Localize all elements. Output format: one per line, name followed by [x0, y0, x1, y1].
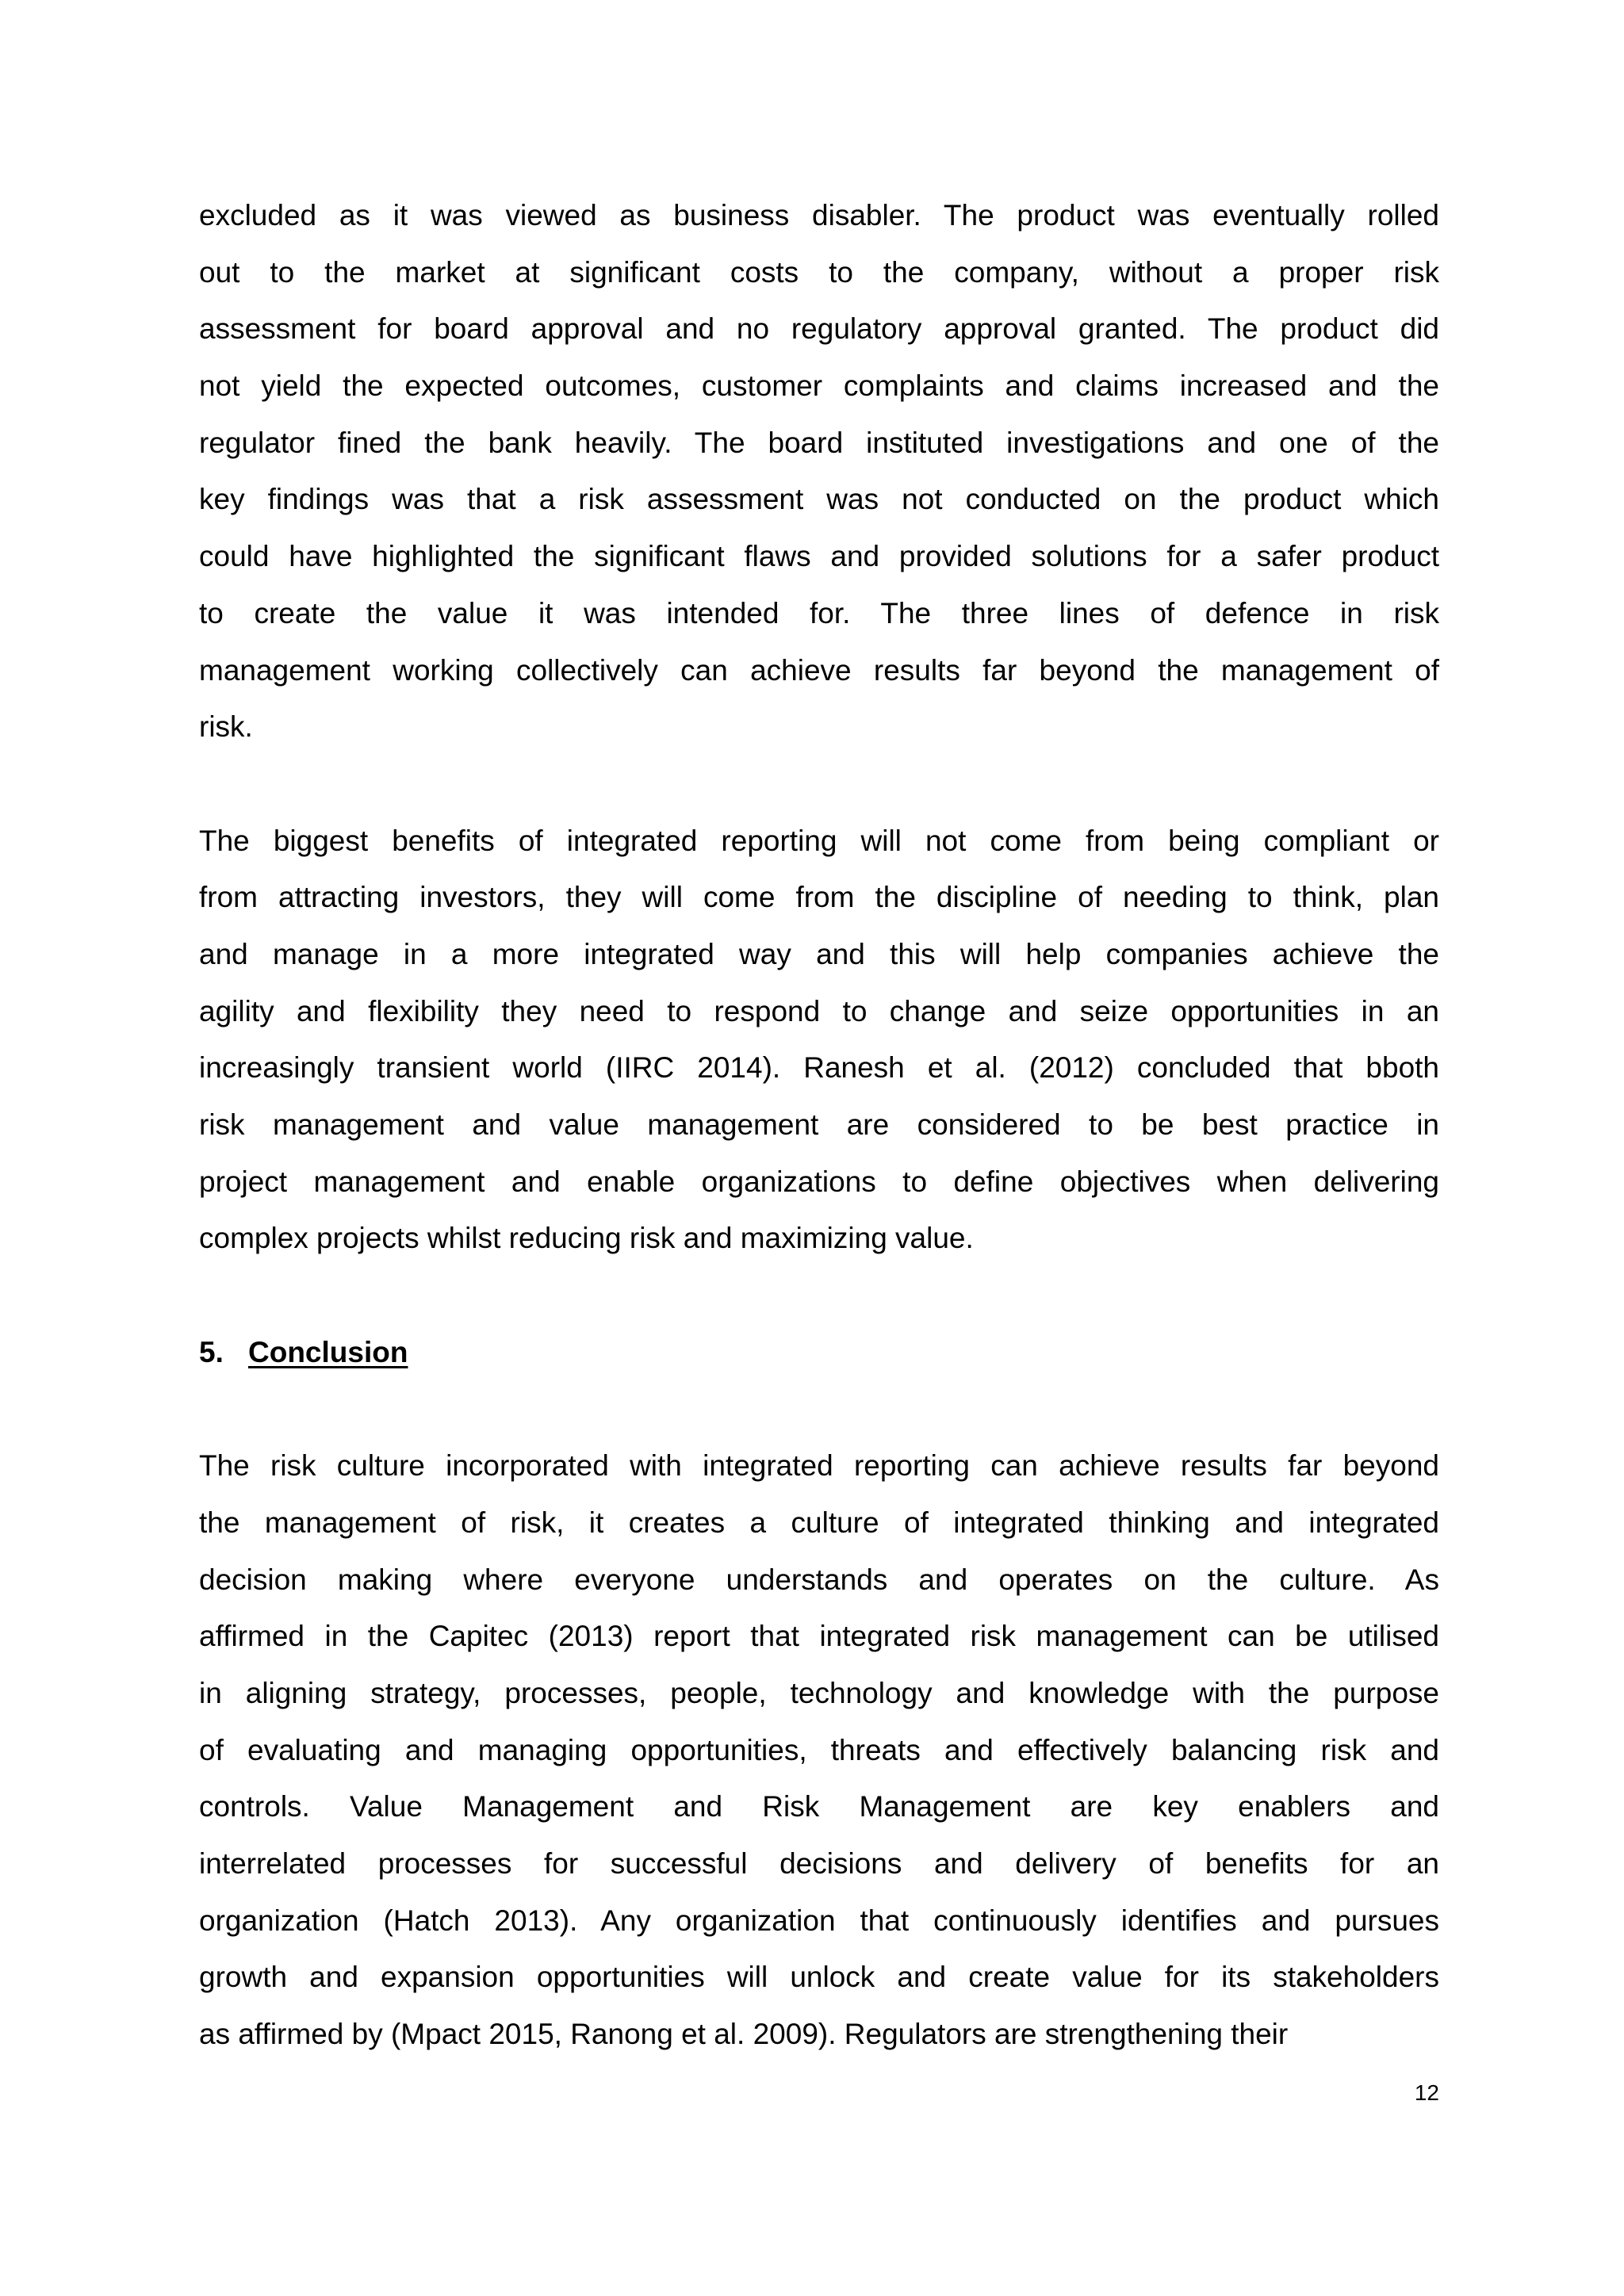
text-line: of evaluating and managing opportunities, threats and effectively balancing risk and — [199, 1733, 1439, 1766]
text-line: as affirmed by (Mpact 2015, Ranong et al. 2009). Regulators are strengthening their — [199, 2018, 1289, 2050]
text-line: risk management and value management are considered to be best practice in — [199, 1108, 1439, 1141]
text-line: increasingly transient world (IIRC 2014). Ranesh et al. (2012) concluded that bboth — [199, 1051, 1439, 1085]
paragraph-gap — [199, 1267, 1439, 1324]
paragraph-conclusion — [199, 1437, 1439, 2063]
text-line: excluded as it was viewed as business disabler. The product was eventually rolled — [199, 199, 1439, 232]
section-title: Conclusion — [248, 1335, 408, 1368]
text-line: agility and flexibility they need to respond to change and seize opportunities in an — [199, 994, 1439, 1027]
text-line: regulator fined the bank heavily. The board instituted investigations and one of the — [199, 426, 1439, 459]
page-number: 12 — [1414, 2080, 1439, 2105]
paragraph-risk-assessment — [199, 187, 1439, 756]
text-line: affirmed in the Capitec (2013) report that integrated risk management can be utilised — [199, 1620, 1439, 1653]
text-line: The risk culture incorporated with integrated reporting can achieve results far beyond — [199, 1449, 1439, 1483]
text-line: complex projects whilst reducing risk and maximizing value. — [199, 1222, 974, 1255]
text-line: could have highlighted the significant flaws and provided solutions for a safer product — [199, 540, 1439, 573]
text-line: to create the value it was intended for. The three lines of defence in risk — [199, 596, 1439, 629]
text-line: organization (Hatch 2013). Any organization that continuously identifies and pursues — [199, 1904, 1439, 1937]
section-heading — [199, 1324, 1439, 1381]
paragraph-gap — [199, 756, 1439, 813]
document-page — [199, 187, 1439, 2063]
text-line: in aligning strategy, processes, people, technology and knowledge with the purpose — [199, 1676, 1439, 1709]
text-line: The biggest benefits of integrated reporting will not come from being compliant or — [199, 824, 1439, 857]
section-number: 5. — [199, 1335, 224, 1368]
text-line: and manage in a more integrated way and this will help companies achieve the — [199, 937, 1439, 970]
text-line: growth and expansion opportunities will unlock and create value for its stakeholders — [199, 1961, 1439, 1994]
text-line: out to the market at significant costs to the company, without a proper risk — [199, 255, 1439, 289]
text-line: interrelated processes for successful decisions and delivery of benefits for an — [199, 1846, 1439, 1880]
text-line: management working collectively can achieve results far beyond the management of — [199, 653, 1439, 687]
text-line: decision making where everyone understands and operates on the culture. As — [199, 1563, 1439, 1596]
text-line: controls. Value Management and Risk Management are key enablers and — [199, 1790, 1439, 1823]
paragraph-integrated-reporting — [199, 813, 1439, 1268]
text-line: project management and enable organizations to define objectives when delivering — [199, 1165, 1439, 1198]
text-line: the management of risk, it creates a culture of integrated thinking and integrated — [199, 1506, 1439, 1539]
text-line: risk. — [199, 710, 253, 744]
text-line: key findings was that a risk assessment was not conducted on the product which — [199, 483, 1439, 516]
text-line: assessment for board approval and no regulatory approval granted. The product did — [199, 312, 1439, 346]
paragraph-gap — [199, 1380, 1439, 1437]
text-line: not yield the expected outcomes, customer complaints and claims increased and the — [199, 369, 1439, 403]
text-line: from attracting investors, they will come from the discipline of needing to think, plan — [199, 881, 1439, 914]
